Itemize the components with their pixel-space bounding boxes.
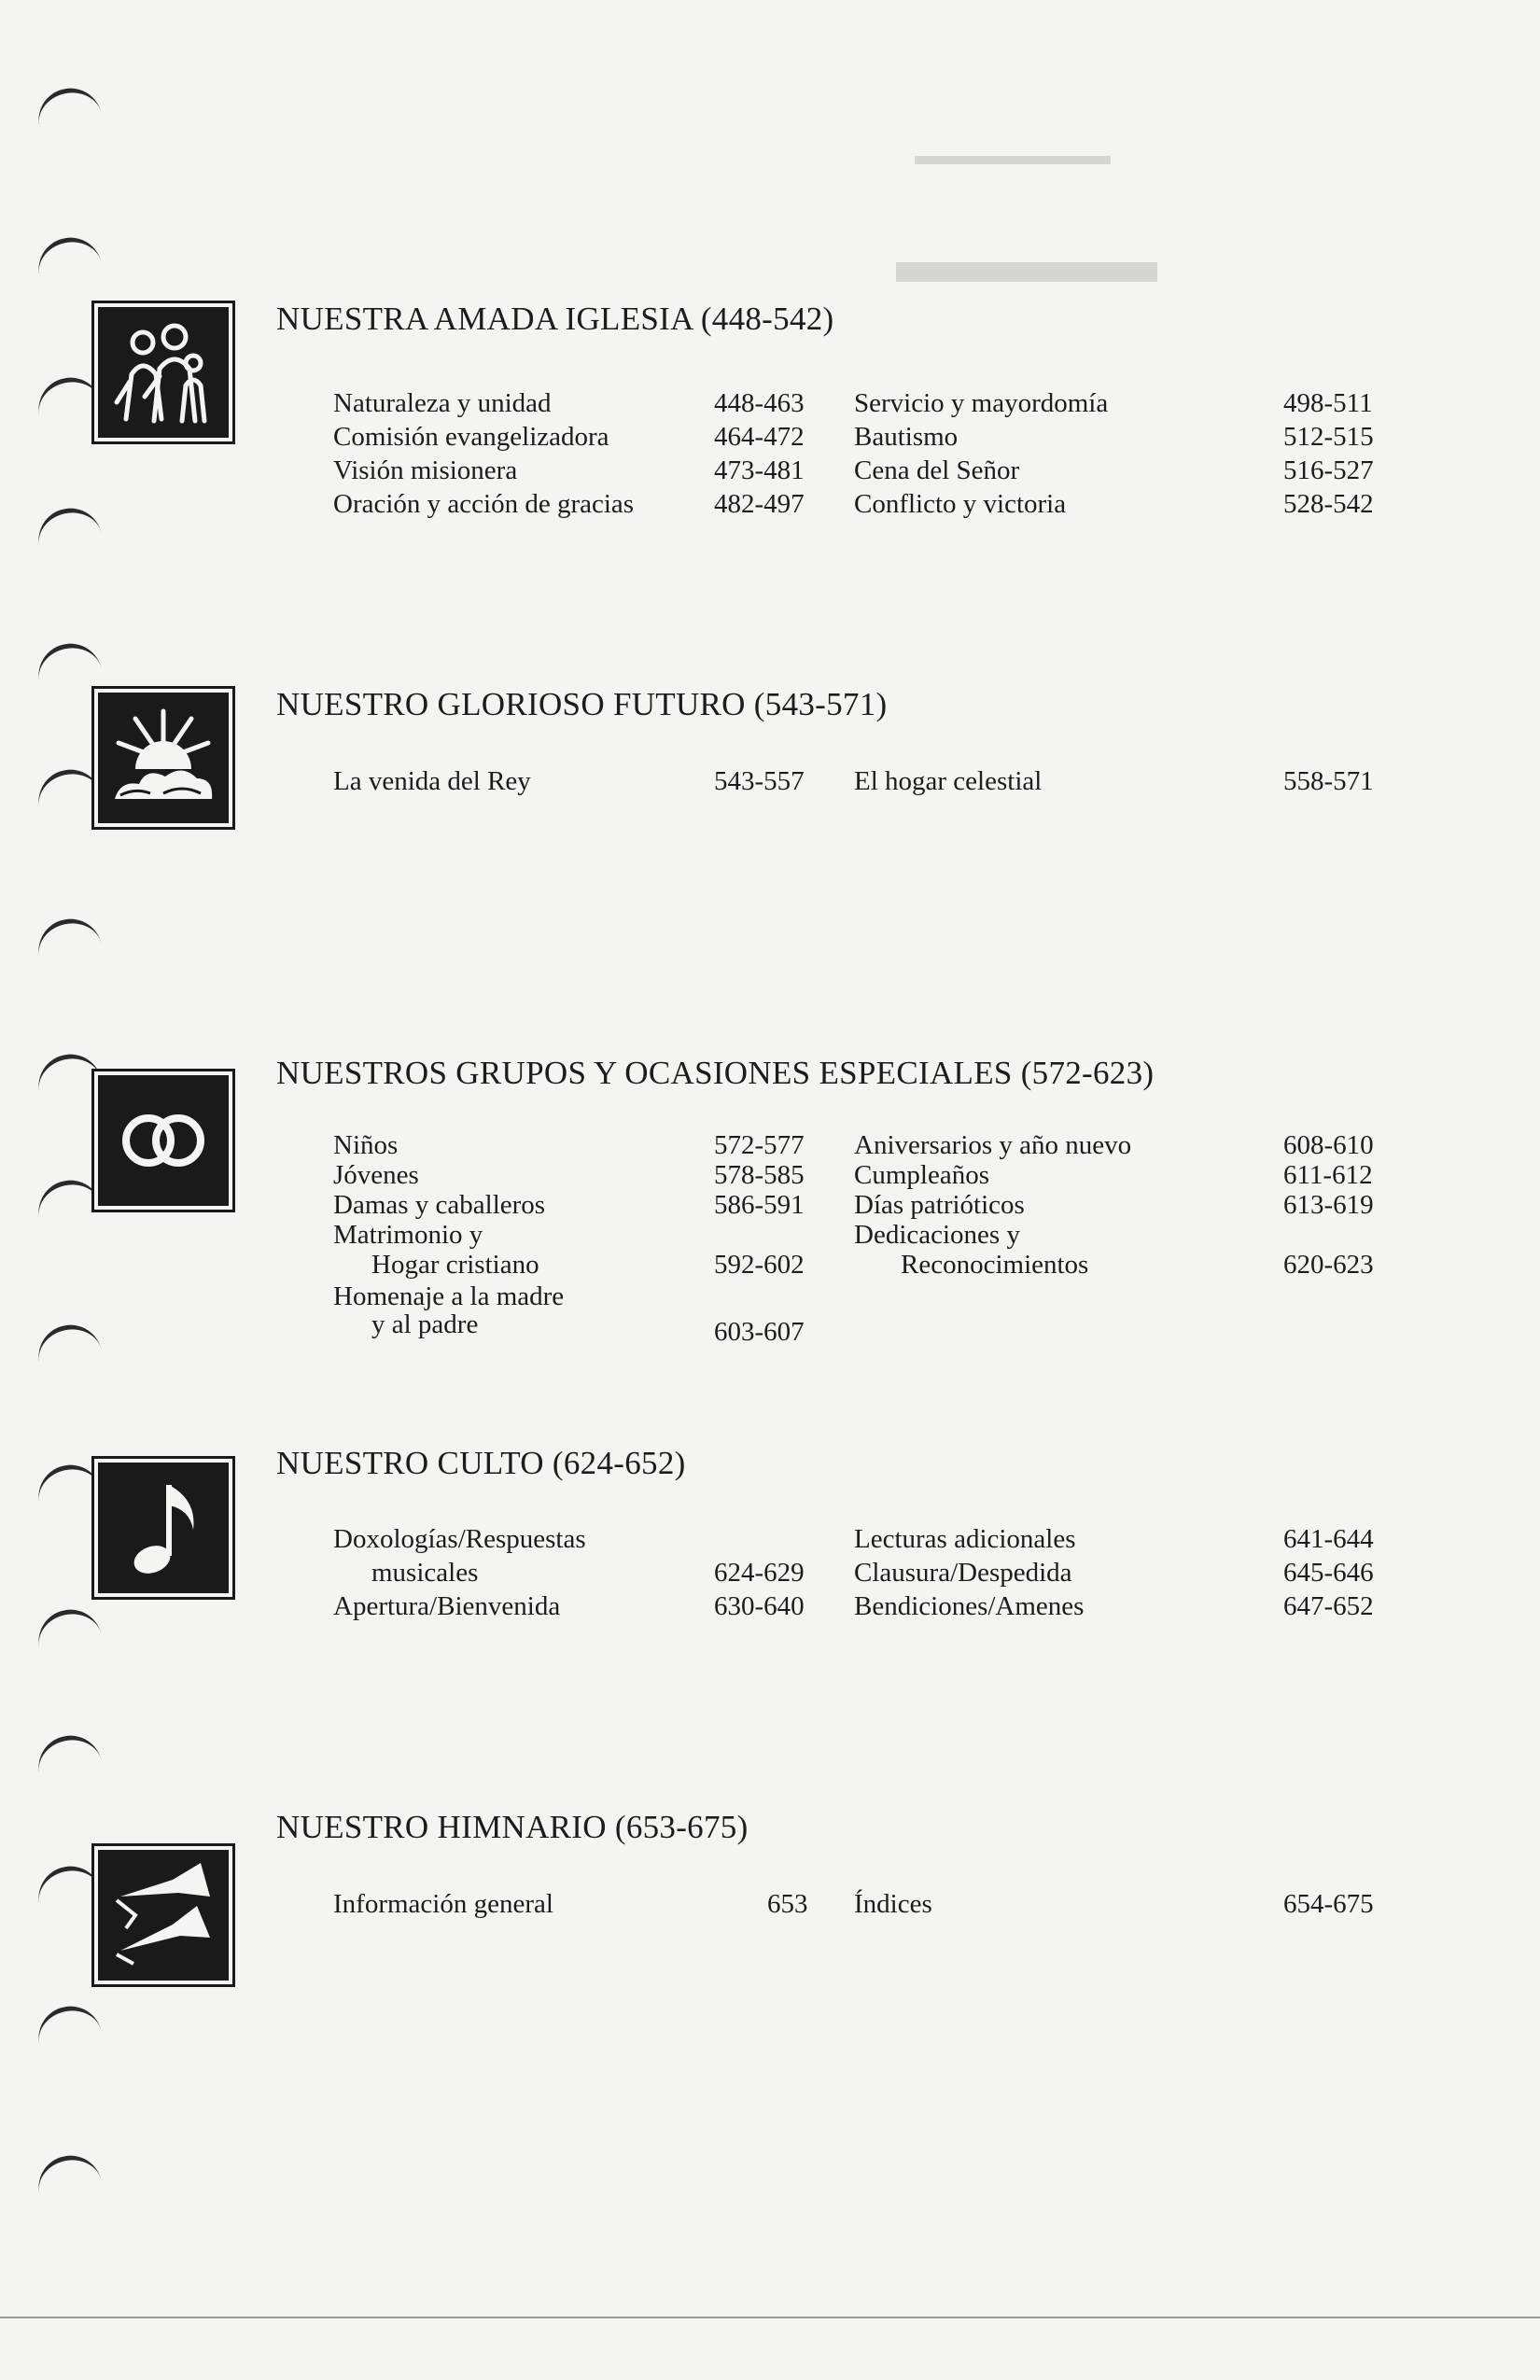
toc-entry-range: 516-527 xyxy=(1283,455,1374,485)
toc-entry-range: 558-571 xyxy=(1283,766,1374,796)
toc-entry-title[interactable]: Índices xyxy=(854,1889,932,1919)
toc-entry-title[interactable]: Oración y acción de gracias xyxy=(333,489,635,519)
binder-ring xyxy=(33,637,102,682)
toc-entry-range: 653 xyxy=(767,1889,808,1919)
toc-entry-title[interactable]: Bautismo xyxy=(854,422,959,452)
toc-entry-range: 448-463 xyxy=(714,388,805,418)
section-heading-futuro: NUESTRO GLORIOSO FUTURO (543-571) xyxy=(276,686,888,722)
trumpets-icon xyxy=(91,1843,235,1987)
toc-entry-range: 611-612 xyxy=(1283,1160,1373,1190)
toc-entry-title[interactable]: Conflicto y victoria xyxy=(854,489,1067,519)
toc-entry-range: 592-602 xyxy=(714,1250,805,1280)
toc-entry-title[interactable]: Apertura/Bienvenida xyxy=(333,1591,561,1621)
toc-entry-range: 603-607 xyxy=(714,1317,805,1347)
toc-entry-range: 473-481 xyxy=(714,455,805,485)
binder-ring xyxy=(33,82,102,127)
toc-entry-range: 645-646 xyxy=(1283,1558,1374,1588)
toc-entry-range: 624-629 xyxy=(714,1558,805,1588)
toc-entry-title[interactable]: Naturaleza y unidad xyxy=(333,388,552,418)
family-icon xyxy=(91,301,235,444)
binder-ring xyxy=(33,502,102,547)
binder-ring xyxy=(33,2000,102,2045)
toc-entry-range: 482-497 xyxy=(714,489,805,519)
page-edge-line xyxy=(0,2317,1540,2318)
toc-entry-range: 512-515 xyxy=(1283,422,1374,452)
toc-entry-title[interactable]: La venida del Rey xyxy=(333,766,531,796)
binder-ring xyxy=(33,1603,102,1648)
toc-entry-title[interactable]: Días patrióticos xyxy=(854,1190,1025,1220)
toc-entry-title[interactable]: Matrimonio y xyxy=(333,1220,483,1250)
binder-ring xyxy=(33,1729,102,1774)
toc-entry-title-cont[interactable]: Hogar cristiano xyxy=(371,1250,539,1280)
show-through: ▬▬▬▬▬▬▬ xyxy=(915,140,1111,171)
toc-entry-range: 528-542 xyxy=(1283,489,1374,519)
toc-entry-title[interactable]: Homenaje a la madre xyxy=(333,1281,565,1311)
toc-entry-title[interactable]: Servicio y mayordomía xyxy=(854,388,1109,418)
binder-ring xyxy=(33,2149,102,2194)
toc-entry-title[interactable]: Lecturas adicionales xyxy=(854,1524,1076,1554)
toc-entry-title[interactable]: Comisión evangelizadora xyxy=(333,422,609,452)
toc-entry-range: 464-472 xyxy=(714,422,805,452)
toc-entry-title[interactable]: Doxologías/Respuestas xyxy=(333,1524,586,1554)
toc-entry-title[interactable]: Bendiciones/Amenes xyxy=(854,1591,1085,1621)
toc-entry-title[interactable]: Damas y caballeros xyxy=(333,1190,546,1220)
toc-entry-title[interactable]: Niños xyxy=(333,1130,399,1160)
toc-entry-title[interactable]: Cena del Señor xyxy=(854,455,1020,485)
rings-icon xyxy=(91,1069,235,1212)
toc-entry-range: 586-591 xyxy=(714,1190,805,1220)
toc-entry-title[interactable]: Visión misionera xyxy=(333,455,518,485)
toc-entry-title[interactable]: Clausura/Despedida xyxy=(854,1558,1072,1588)
binder-ring xyxy=(33,231,102,276)
sunrise-icon xyxy=(91,686,235,830)
toc-entry-range: 498-511 xyxy=(1283,388,1373,418)
toc-entry-range: 641-644 xyxy=(1283,1524,1374,1554)
toc-entry-range: 572-577 xyxy=(714,1130,805,1160)
toc-entry-range: 630-640 xyxy=(714,1591,805,1621)
toc-entry-title[interactable]: Aniversarios y año nuevo xyxy=(854,1130,1132,1160)
toc-entry-title-cont[interactable]: y al padre xyxy=(371,1309,479,1339)
toc-entry-title[interactable]: Información general xyxy=(333,1889,553,1919)
toc-entry-title-cont[interactable]: musicales xyxy=(371,1558,479,1588)
toc-entry-title-cont[interactable]: Reconocimientos xyxy=(901,1250,1089,1280)
music-note-icon xyxy=(91,1456,235,1600)
toc-entry-range: 620-623 xyxy=(1283,1250,1374,1280)
toc-entry-title[interactable]: El hogar celestial xyxy=(854,766,1043,796)
toc-entry-title[interactable]: Jóvenes xyxy=(333,1160,419,1190)
toc-entry-range: 654-675 xyxy=(1283,1889,1374,1919)
section-heading-culto: NUESTRO CULTO (624-652) xyxy=(276,1445,686,1481)
binder-ring xyxy=(33,1319,102,1364)
section-heading-iglesia: NUESTRA AMADA IGLESIA (448-542) xyxy=(276,301,834,337)
toc-entry-range: 608-610 xyxy=(1283,1130,1374,1160)
toc-entry-range: 647-652 xyxy=(1283,1591,1374,1621)
toc-entry-title[interactable]: Cumpleaños xyxy=(854,1160,989,1190)
toc-entry-title[interactable]: Dedicaciones y xyxy=(854,1220,1020,1250)
show-through: ▬▬▬▬ xyxy=(896,225,1157,297)
toc-entry-range: 543-557 xyxy=(714,766,805,796)
toc-entry-range: 578-585 xyxy=(714,1160,805,1190)
section-heading-himnario: NUESTRO HIMNARIO (653-675) xyxy=(276,1809,749,1845)
section-heading-grupos: NUESTROS GRUPOS Y OCASIONES ESPECIALES (572-623) xyxy=(276,1055,1155,1091)
toc-entry-range: 613-619 xyxy=(1283,1190,1374,1220)
binder-ring xyxy=(33,913,102,958)
